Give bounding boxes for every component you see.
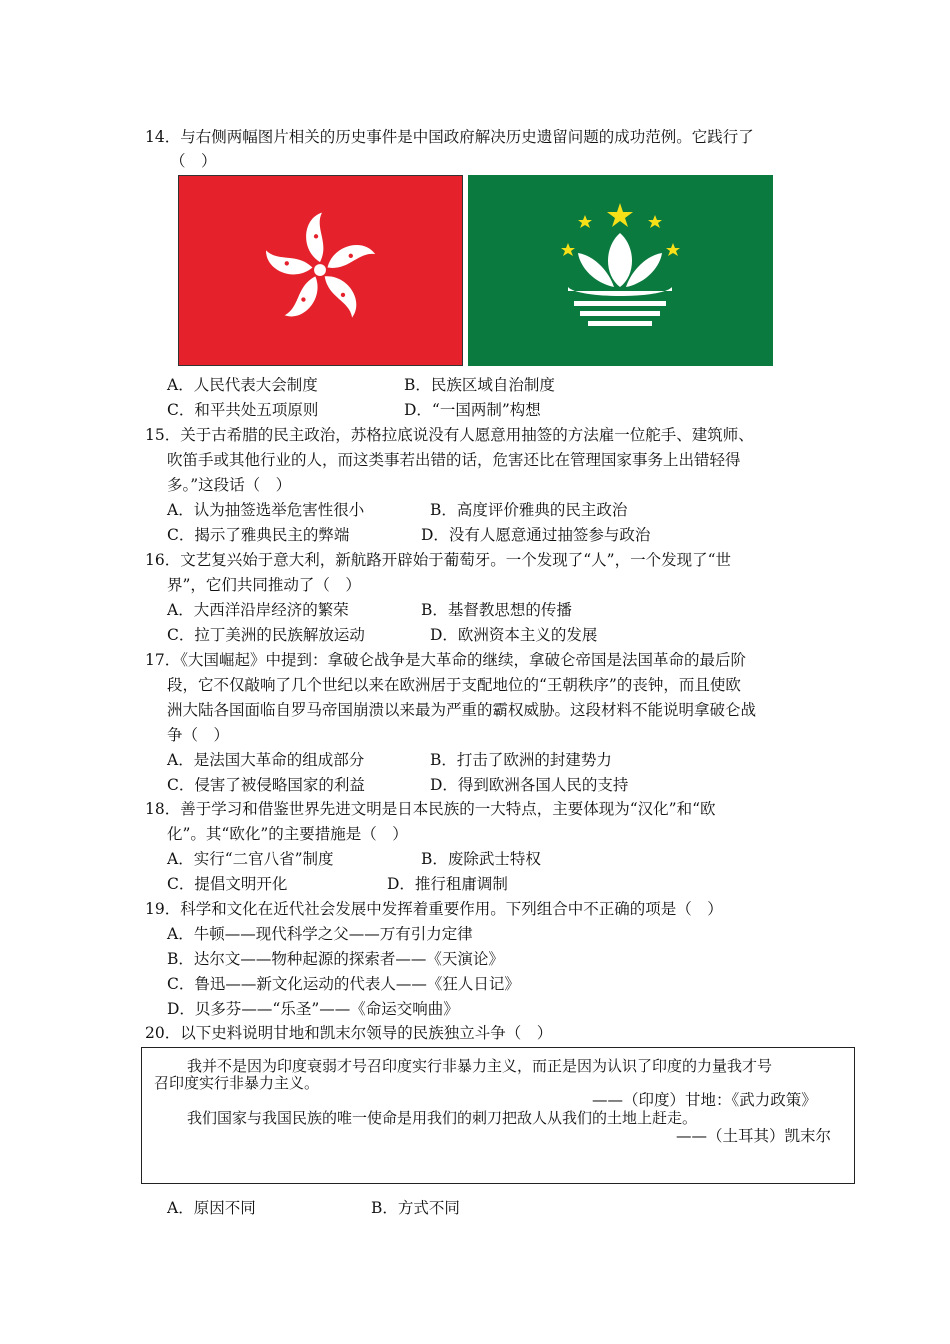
q20-quote1-line1: 我并不是因为印度衰弱才号召印度实行非暴力主义，而正是因为认识了印度的力量我才号 [187, 1057, 773, 1075]
q16-option-a[interactable]: A．大西洋沿岸经济的繁荣 [167, 601, 349, 619]
q17-option-d[interactable]: D．得到欧洲各国人民的支持 [430, 776, 629, 794]
q20-quote2: 我们国家与我国民族的唯一使命是用我们的刺刀把敌人从我们的土地上赶走。 [187, 1109, 698, 1127]
q16-stem-line2: 界”，它们共同推动了（ ） [167, 576, 361, 594]
q14-stem-line1: 14．与右侧两幅图片相关的历史事件是中国政府解决历史遗留问题的成功范例。它践行了 [145, 128, 754, 146]
bauhinia-flower-icon [179, 176, 462, 365]
q19-option-b[interactable]: B．达尔文——物种起源的探索者——《天演论》 [167, 950, 504, 968]
lotus-flower-icon [468, 175, 773, 366]
q19-stem-line1: 19．科学和文化在近代社会发展中发挥着重要作用。下列组合中不正确的项是（ ） [145, 900, 723, 918]
q15-option-c[interactable]: C．揭示了雅典民主的弊端 [167, 526, 350, 544]
q17-option-b[interactable]: B．打击了欧洲的封建势力 [430, 751, 612, 769]
q18-option-c[interactable]: C．提倡文明开化 [167, 875, 288, 893]
hong-kong-flag-image [178, 175, 463, 366]
q15-stem-line2: 吹笛手或其他行业的人，而这类事若出错的话，危害还比在管理国家事务上出错轻得 [167, 451, 741, 469]
q20-option-a[interactable]: A．原因不同 [167, 1199, 256, 1217]
q16-option-c[interactable]: C．拉丁美洲的民族解放运动 [167, 626, 365, 644]
q15-stem-line3: 多。”这段话（ ） [167, 476, 292, 494]
q17-stem-line2: 段，它不仅敲响了几个世纪以来在欧洲居于支配地位的“王朝秩序”的丧钟，而且使欧 [167, 676, 741, 694]
q20-source1: ——（印度）甘地：《武力政策》 [592, 1091, 817, 1109]
q18-stem-line2: 化”。其“欧化”的主要措施是（ ） [167, 825, 408, 843]
q18-stem-line1: 18．善于学习和借鉴世界先进文明是日本民族的一大特点，主要体现为“汉化”和“欧 [145, 800, 716, 818]
q20-source2: ——（土耳其）凯末尔 [676, 1127, 832, 1145]
q14-stem-line2: （ ） [170, 152, 217, 170]
q19-option-d[interactable]: D．贝多芬——“乐圣”——《命运交响曲》 [167, 1000, 459, 1018]
q16-option-b[interactable]: B．基督教思想的传播 [421, 601, 572, 619]
q16-stem-line1: 16．文艺复兴始于意大利，新航路开辟始于葡萄牙。一个发现了“人”，一个发现了“世 [145, 551, 731, 569]
q17-option-a[interactable]: A．是法国大革命的组成部分 [167, 751, 365, 769]
q15-option-a[interactable]: A．认为抽签选举危害性很小 [167, 501, 365, 519]
q14-option-c[interactable]: C．和平共处五项原则 [167, 401, 319, 419]
q18-option-d[interactable]: D．推行租庸调制 [387, 875, 508, 893]
q16-option-d[interactable]: D．欧洲资本主义的发展 [430, 626, 598, 644]
q18-option-b[interactable]: B．废除武士特权 [421, 850, 541, 868]
q15-stem-line1: 15．关于古希腊的民主政治，苏格拉底说没有人愿意用抽签的方法雇一位舵手、建筑师、 [145, 426, 754, 444]
q17-stem-line3: 洲大陆各国面临自罗马帝国崩溃以来最为严重的霸权威胁。这段材料不能说明拿破仑战 [167, 701, 757, 719]
q20-option-b[interactable]: B．方式不同 [371, 1199, 460, 1217]
q17-option-c[interactable]: C．侵害了被侵略国家的利益 [167, 776, 365, 794]
macau-flag-image [468, 175, 773, 366]
q18-option-a[interactable]: A．实行“二官八省”制度 [167, 850, 334, 868]
q19-option-c[interactable]: C．鲁迅——新文化运动的代表人——《狂人日记》 [167, 975, 520, 993]
q14-option-b[interactable]: B．民族区域自治制度 [404, 376, 555, 394]
q14-option-a[interactable]: A．人民代表大会制度 [167, 376, 318, 394]
q19-option-a[interactable]: A．牛顿——现代科学之父——万有引力定律 [167, 925, 473, 943]
q15-option-b[interactable]: B．高度评价雅典的民主政治 [430, 501, 628, 519]
q17-stem-line4: 争（ ） [167, 726, 230, 744]
q20-quote1-line2: 召印度实行非暴力主义。 [154, 1074, 320, 1092]
q15-option-d[interactable]: D．没有人愿意通过抽签参与政治 [421, 526, 651, 544]
q14-option-d[interactable]: D．“一国两制”构想 [404, 401, 541, 419]
q17-stem-line1: 17．《大国崛起》中提到：拿破仑战争是大革命的继续，拿破仑帝国是法国革命的最后阶 [145, 651, 746, 669]
q20-stem-line1: 20．以下史料说明甘地和凯末尔领导的民族独立斗争（ ） [145, 1024, 553, 1042]
